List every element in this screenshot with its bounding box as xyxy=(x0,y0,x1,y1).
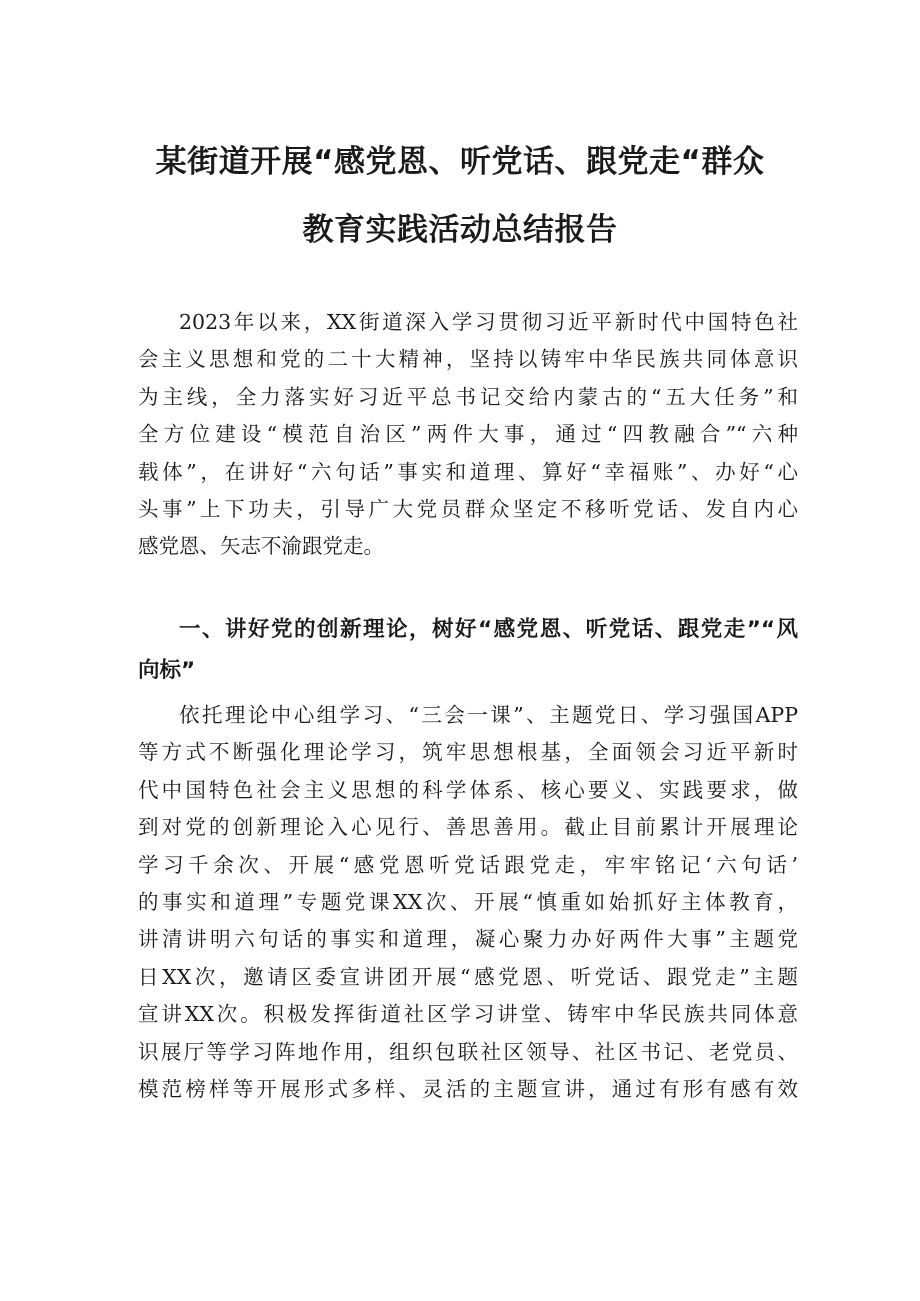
heading-line: 向标” xyxy=(138,658,196,683)
heading-line: 一、讲好党的创新理论，树好“感党恩、听党话、跟党走”“风 xyxy=(179,617,798,642)
intro-paragraph xyxy=(138,304,798,566)
text-line: 日XX次，邀请区委宣讲团开展“感党恩、听党话、跟党走”主题 xyxy=(138,964,798,989)
text-line: 讲清讲明六句话的事实和道理，凝心聚力办好两件大事”主题党 xyxy=(138,927,798,952)
text-line: 等方式不断强化理论学习，筑牢思想根基，全面领会习近平新时 xyxy=(138,740,798,765)
text-line: 识展厅等学习阵地作用，组织包联社区领导、社区书记、老党员、 xyxy=(138,1039,798,1064)
text-line: 会主义思想和党的二十大精神，坚持以铸牢中华民族共同体意识 xyxy=(138,347,798,372)
text-line: 模范榜样等开展形式多样、灵活的主题宣讲，通过有形有感有效 xyxy=(138,1077,798,1102)
text-line: 代中国特色社会主义思想的科学体系、核心要义、实践要求，做 xyxy=(138,777,798,802)
text-line: 依托理论中心组学习、“三会一课”、主题党日、学习强国APP xyxy=(179,703,798,727)
document-title-line-1: 某街道开展“感党恩、听党话、跟党走“群众 xyxy=(155,144,765,180)
text-line: 感党恩、矢志不渝跟党走。 xyxy=(138,534,384,559)
text-line: 全方位建设“模范自治区”两件大事，通过“四教融合”“六种 xyxy=(138,422,798,447)
text-line: 载体”，在讲好“六句话”事实和道理、算好“幸福账”、办好“心 xyxy=(138,459,798,484)
text-line: 2023年以来，XX街道深入学习贯彻习近平新时代中国特色社 xyxy=(179,310,798,334)
text-line: 为主线，全力落实好习近平总书记交给内蒙古的“五大任务”和 xyxy=(138,384,798,409)
document-title-line-2: 教育实践活动总结报告 xyxy=(302,212,618,248)
section-heading-1 xyxy=(138,609,798,691)
text-line: 头事”上下功夫，引导广大党员群众坚定不移听党话、发自内心 xyxy=(138,497,798,522)
text-line: 宣讲XX次。积极发挥街道社区学习讲堂、铸牢中华民族共同体意 xyxy=(138,1002,798,1027)
section-1-paragraph xyxy=(138,697,798,1108)
text-line: 到对党的创新理论入心见行、善思善用。截止目前累计开展理论 xyxy=(138,815,798,840)
text-line: 的事实和道理”专题党课XX次、开展“慎重如始抓好主体教育， xyxy=(138,890,798,915)
text-line: 学习千余次、开展“感党恩听党话跟党走，牢牢铭记‘六句话’ xyxy=(138,852,798,877)
